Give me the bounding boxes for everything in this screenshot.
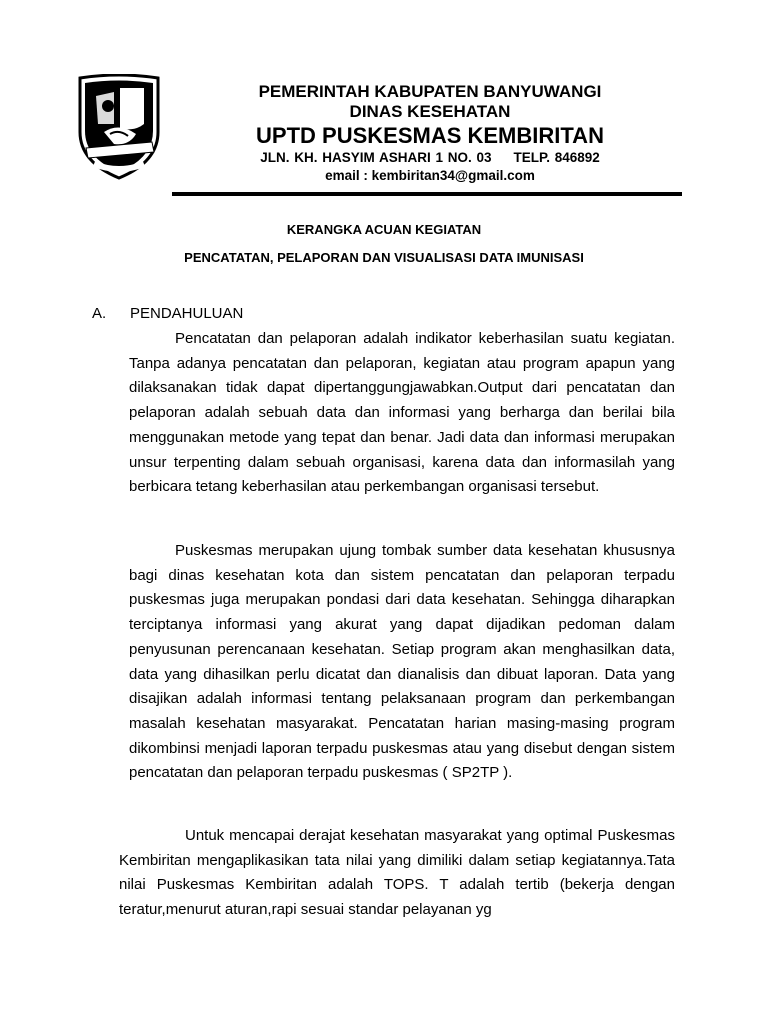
paragraph-3-text: Untuk mencapai derajat kesehatan masyarakat yang optimal Puskesmas Kembiritan mengaplikasikan tata nilai yang dimiliki dalam setiap kegiatannya.Tata nilai Puskesmas Kembiritan adalah TOPS. T adalah tertib (bekerja dengan teratur,menurut aturan,rapi sesuai standar pelayanan yg	[119, 827, 675, 919]
letterhead-divider	[172, 192, 682, 196]
address-line	[190, 149, 670, 167]
letterhead	[190, 82, 670, 185]
paragraph-2-text: Puskesmas merupakan ujung tombak sumber data kesehatan khususnya bagi dinas kesehatan kota dan sistem pencatatan dan pelaporan terpadu puskesmas juga merupakan pondasi dari data kesehatan. Sehingga diharapkan terciptanya informasi yang akurat yang dapat dijadikan pedoman dalam penyusunan perencanaan kesehatan. Setiap program akan menghasilkan data, data yang dihasilkan perlu dicatat dan dianalisis dan dibuat laporan. Data yang disajikan adalah informasi tentang pelaksanaan program dan perkembangan masalah kesehatan masyarakat. Pencatatan harian masing-masing program dikombinsi menjadi laporan terpadu puskesmas atau yang disebut dengan sistem pencatatan dan pelaporan terpadu puskesmas ( SP2TP ).	[129, 542, 675, 782]
paragraph-1-text: Pencatatan dan pelaporan adalah indikator keberhasilan suatu kegiatan. Tanpa adanya pencatatan dan pelaporan, kegiatan atau program apapun yang dilaksanakan tidak dapat dipertanggungjawabkan.Output dari pencatatan dan pelaporan adalah sebuah data dan informasi yang berharga dan berilai bila menggunakan metode yang tepat dan benar. Jadi data dan informasi merupakan unsur terpenting dalam sebuah organisasi, karena data dan informasilah yang berbicara tetang keberhasilan atau perkembangan organisasi tersebut.	[129, 330, 675, 496]
government-name: PEMERINTAH KABUPATEN BANYUWANGI	[258, 82, 602, 101]
section-heading: PENDAHULUAN	[130, 305, 244, 322]
institution-name: UPTD PUSKESMAS KEMBIRITAN	[256, 123, 604, 148]
section-letter: A.	[92, 305, 107, 322]
document-title: KERANGKA ACUAN KEGIATAN	[286, 222, 482, 237]
document-subtitle: PENCATATAN, PELAPORAN DAN VISUALISASI DATA IMUNISASI	[184, 250, 584, 265]
email-line: email : kembiritan34@gmail.com	[325, 168, 535, 183]
seal-icon	[74, 74, 164, 182]
paragraph-2	[129, 539, 675, 786]
paragraph-1	[129, 327, 675, 500]
paragraph-3	[119, 824, 675, 923]
regency-seal-logo	[74, 74, 164, 182]
phone: TELP. 846892	[513, 150, 600, 165]
agency-name: DINAS KESEHATAN	[349, 102, 511, 121]
address: JLN. KH. HASYIM ASHARI 1 NO. 03	[260, 150, 492, 165]
